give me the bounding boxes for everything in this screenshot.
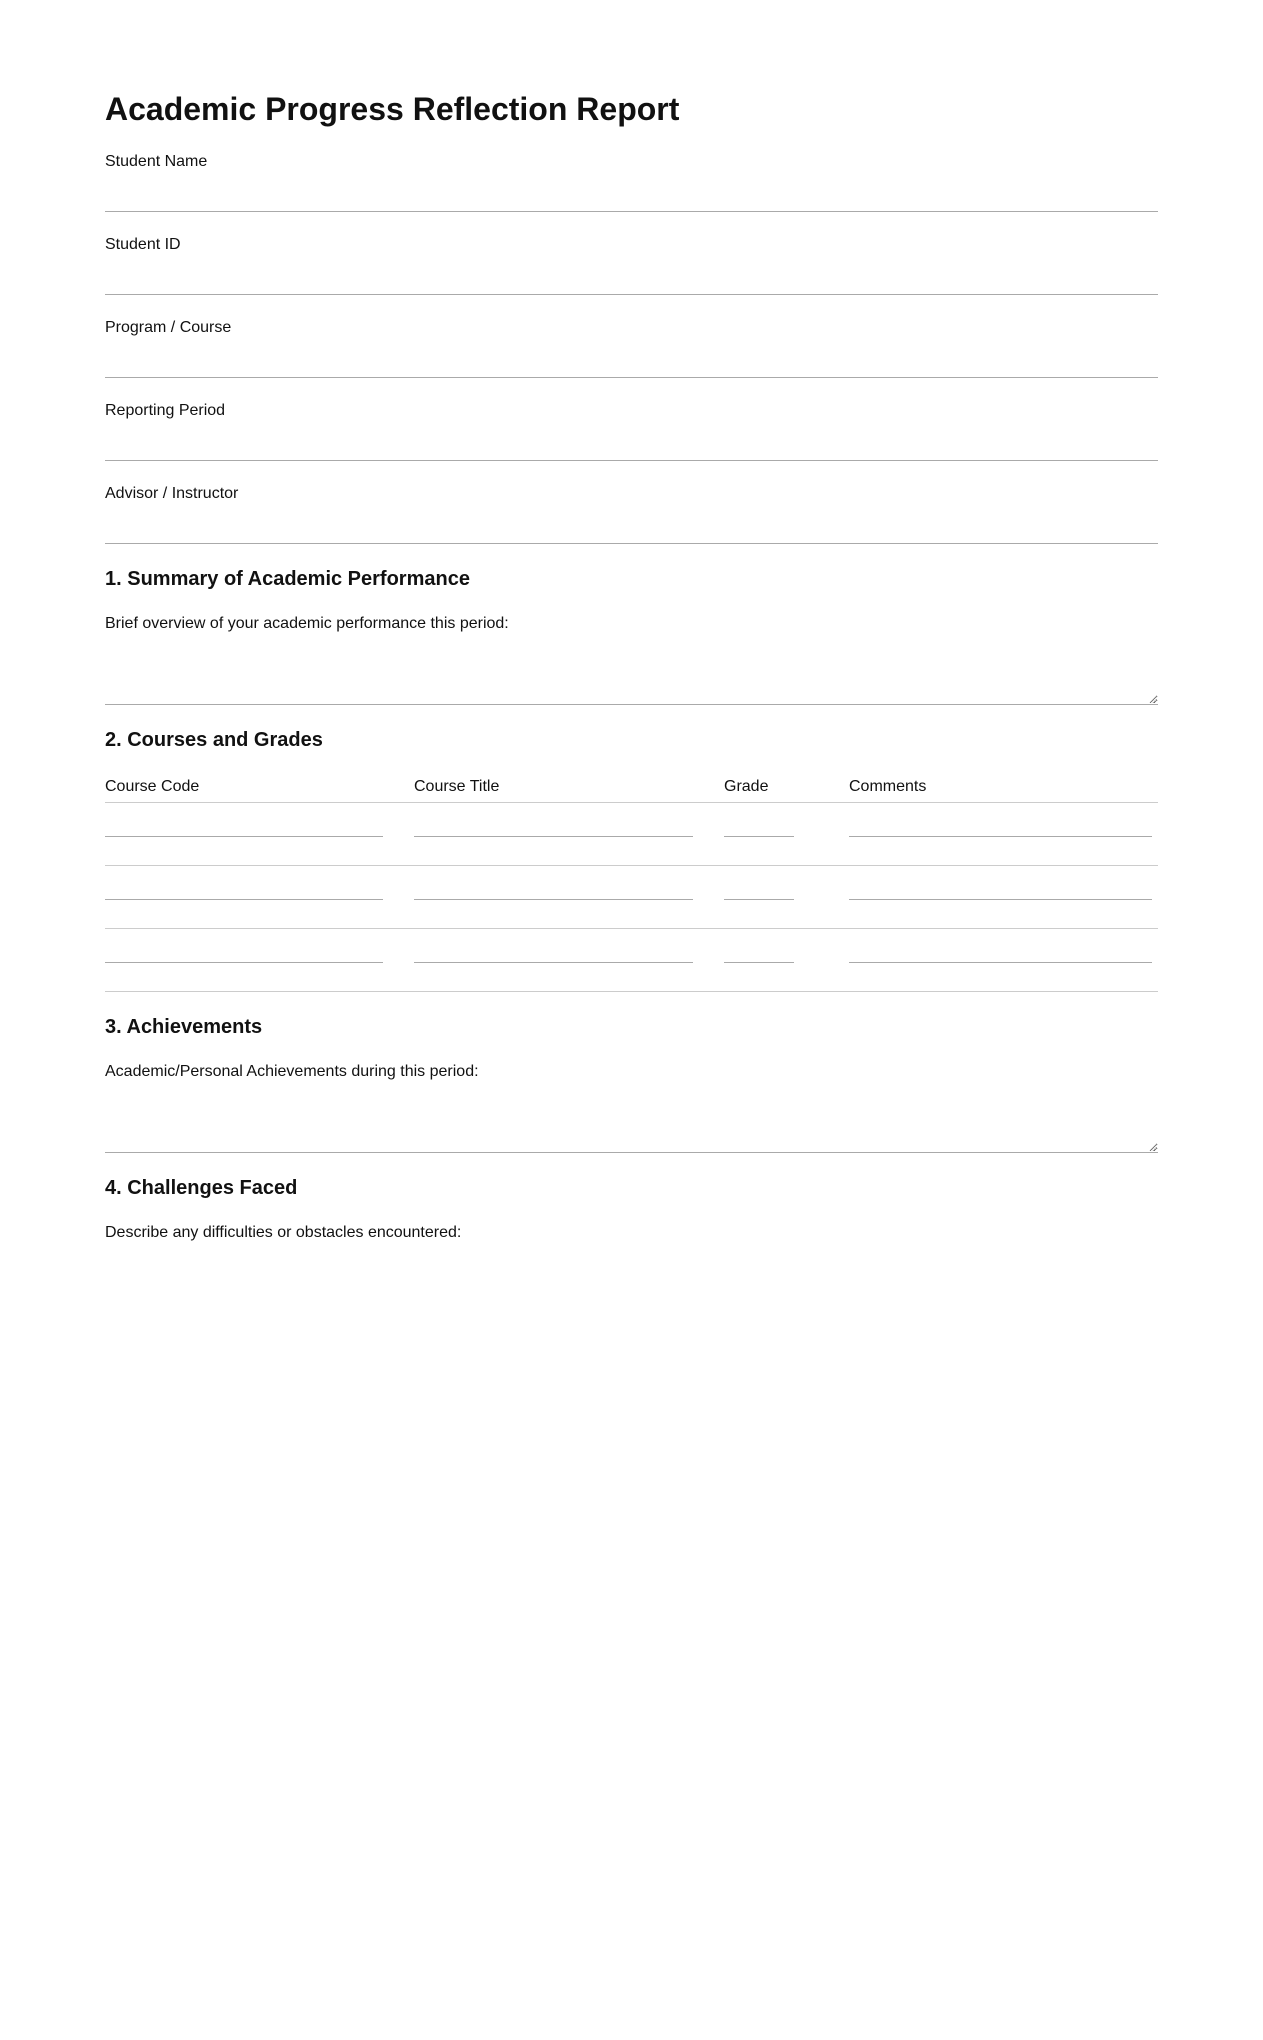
comments-input[interactable] bbox=[849, 932, 1152, 963]
reporting-period-label: Reporting Period bbox=[105, 402, 226, 419]
table-row bbox=[105, 866, 1158, 929]
grade-input[interactable] bbox=[724, 869, 794, 900]
section-heading-summary: 1. Summary of Academic Performance bbox=[105, 568, 470, 590]
course-title-input[interactable] bbox=[414, 932, 693, 963]
challenges-textarea-wrap bbox=[105, 1248, 1158, 1300]
summary-textarea-wrap bbox=[105, 639, 1158, 705]
achievements-prompt-label: Academic/Personal Achievements during this period: bbox=[105, 1063, 479, 1080]
cell-course-code bbox=[105, 866, 414, 929]
summary-textarea[interactable] bbox=[105, 639, 1158, 705]
cell-course-title bbox=[414, 803, 724, 866]
advisor-instructor-input[interactable] bbox=[105, 509, 1158, 544]
table-row bbox=[105, 803, 1158, 866]
section-heading-achievements: 3. Achievements bbox=[105, 1016, 263, 1038]
courses-table bbox=[105, 776, 1158, 992]
student-name-label: Student Name bbox=[105, 153, 208, 170]
student-id-input[interactable] bbox=[105, 260, 1158, 295]
course-code-input[interactable] bbox=[105, 869, 383, 900]
table-header-row bbox=[105, 776, 1158, 803]
page-title: Academic Progress Reflection Report bbox=[105, 91, 680, 127]
report-form bbox=[105, 0, 1158, 1300]
grade-input[interactable] bbox=[724, 806, 794, 837]
cell-comments bbox=[849, 803, 1158, 866]
column-header-comments: Comments bbox=[849, 776, 1158, 803]
field-student-id bbox=[105, 236, 1158, 295]
program-course-label: Program / Course bbox=[105, 319, 232, 336]
course-code-input[interactable] bbox=[105, 932, 383, 963]
section-heading-courses: 2. Courses and Grades bbox=[105, 729, 323, 751]
challenges-prompt-label: Describe any difficulties or obstacles encountered: bbox=[105, 1224, 462, 1241]
column-header-course-title: Course Title bbox=[414, 776, 724, 803]
challenges-textarea[interactable] bbox=[105, 1248, 1158, 1300]
course-code-input[interactable] bbox=[105, 806, 383, 837]
column-header-course-code: Course Code bbox=[105, 776, 414, 803]
program-course-input[interactable] bbox=[105, 343, 1158, 378]
grade-input[interactable] bbox=[724, 932, 794, 963]
cell-course-title bbox=[414, 866, 724, 929]
field-program-course bbox=[105, 319, 1158, 378]
student-name-input[interactable] bbox=[105, 177, 1158, 212]
summary-prompt-label: Brief overview of your academic performance this period: bbox=[105, 615, 509, 632]
field-advisor-instructor bbox=[105, 485, 1158, 544]
cell-comments bbox=[849, 929, 1158, 992]
cell-grade bbox=[724, 929, 849, 992]
field-student-name bbox=[105, 153, 1158, 212]
column-header-grade: Grade bbox=[724, 776, 849, 803]
cell-grade bbox=[724, 866, 849, 929]
table-row bbox=[105, 929, 1158, 992]
cell-course-code bbox=[105, 803, 414, 866]
achievements-textarea-wrap bbox=[105, 1087, 1158, 1153]
field-reporting-period bbox=[105, 402, 1158, 461]
comments-input[interactable] bbox=[849, 869, 1152, 900]
cell-grade bbox=[724, 803, 849, 866]
cell-course-code bbox=[105, 929, 414, 992]
advisor-instructor-label: Advisor / Instructor bbox=[105, 485, 239, 502]
comments-input[interactable] bbox=[849, 806, 1152, 837]
cell-course-title bbox=[414, 929, 724, 992]
section-heading-challenges: 4. Challenges Faced bbox=[105, 1177, 298, 1199]
achievements-textarea[interactable] bbox=[105, 1087, 1158, 1153]
course-title-input[interactable] bbox=[414, 869, 693, 900]
reporting-period-input[interactable] bbox=[105, 426, 1158, 461]
cell-comments bbox=[849, 866, 1158, 929]
course-title-input[interactable] bbox=[414, 806, 693, 837]
student-id-label: Student ID bbox=[105, 236, 181, 253]
